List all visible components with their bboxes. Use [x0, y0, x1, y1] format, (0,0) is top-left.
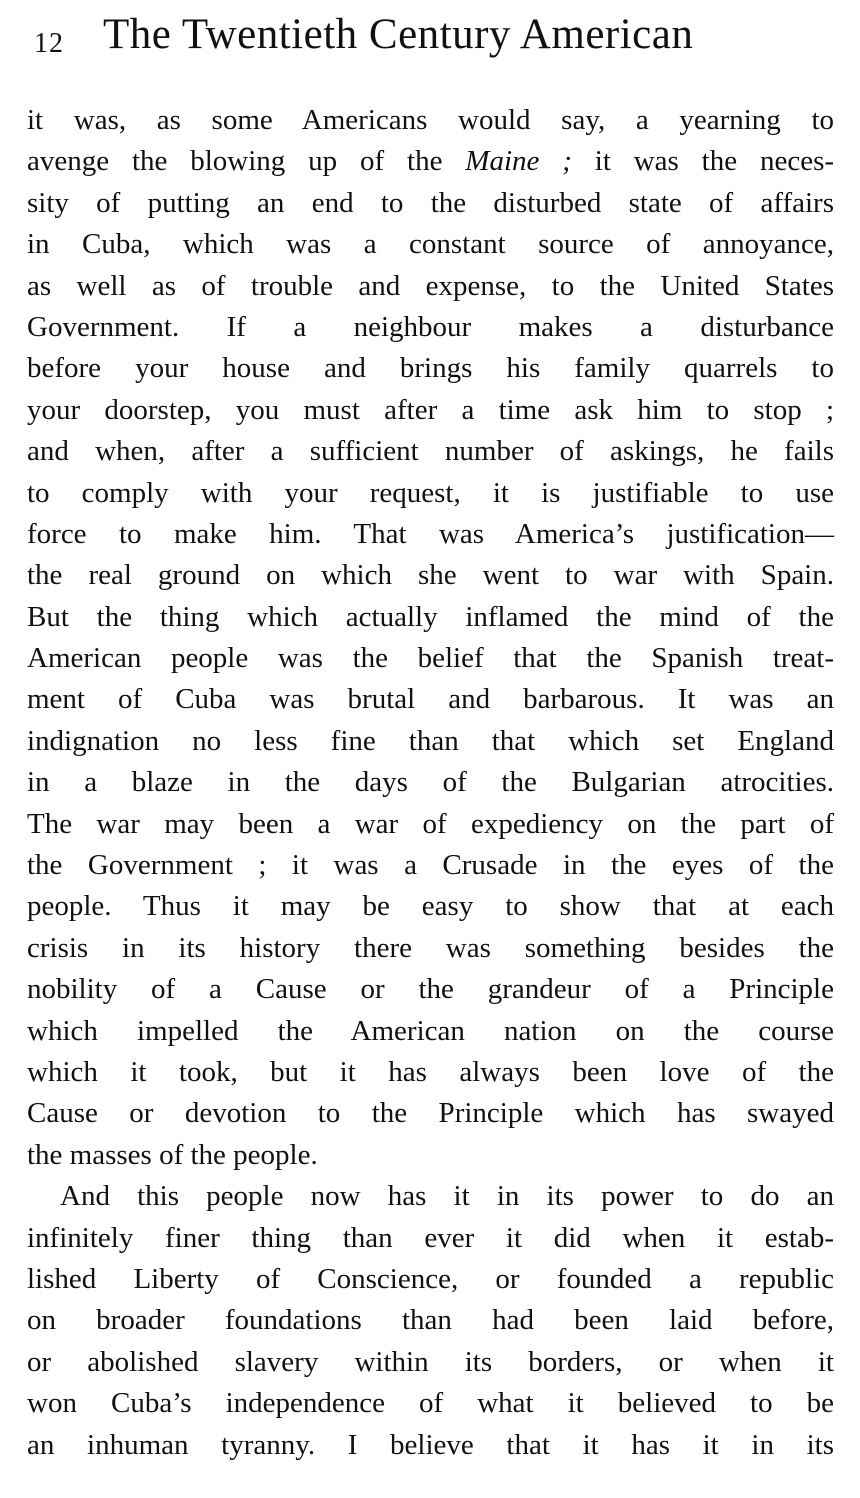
text-line: But the thing which actually inflamed the mind of the	[27, 600, 834, 633]
text-line: it was, as some Americans would say, a yearning to	[27, 104, 834, 136]
text-line: or abolished slavery within its borders, or when it	[27, 1345, 834, 1378]
text-line: sity of putting an end to the disturbed state of affairs	[27, 186, 834, 219]
text-line: nobility of a Cause or the grandeur of a Principle	[27, 973, 834, 1006]
text-line: and when, after a sufficient number of askings, he fails	[27, 435, 834, 468]
body-text	[27, 100, 834, 1466]
paragraph	[27, 1176, 834, 1466]
text-line: The war may been a war of expediency on the part of	[27, 807, 834, 840]
text-line: which it took, but it has always been love of the	[27, 1055, 834, 1088]
text-line: force to make him. That was America’s justification—	[27, 517, 834, 550]
running-title: The Twentieth Century American	[103, 11, 694, 58]
running-header	[0, 10, 860, 80]
text-line: the masses of the people.	[27, 1138, 318, 1171]
text-line: Government. If a neighbour makes a disturbance	[27, 310, 834, 343]
text-line: infinitely finer thing than ever it did when it estab-	[27, 1221, 834, 1254]
text-line: your doorstep, you must after a time ask him to stop ;	[27, 393, 834, 426]
text-line: Cause or devotion to the Principle which has swayed	[27, 1097, 834, 1130]
text-line: the real ground on which she went to war with Spain.	[27, 559, 834, 592]
text-line: people. Thus it may be easy to show that at each	[27, 890, 834, 923]
text-line: as well as of trouble and expense, to the United States	[27, 269, 834, 302]
text-line: in a blaze in the days of the Bulgarian atrocities.	[27, 766, 834, 799]
text-line: on broader foundations than had been laid before,	[27, 1304, 834, 1337]
text-line: lished Liberty of Conscience, or founded a republic	[27, 1262, 834, 1295]
ship-name-maine: Maine ;	[465, 145, 572, 178]
page-number: 12	[34, 28, 64, 59]
text-line: American people was the belief that the Spanish treat-	[27, 642, 834, 675]
text-line: avenge the blowing up of the Maine ; it was the neces-	[27, 145, 835, 178]
text-line: in Cuba, which was a constant source of annoyance,	[27, 228, 834, 261]
text-line: which impelled the American nation on the course	[27, 1014, 834, 1047]
text-line: ment of Cuba was brutal and barbarous. It was an	[27, 683, 834, 716]
text-line: an inhuman tyranny. I believe that it has it in its	[27, 1428, 834, 1461]
paragraph	[27, 100, 834, 1176]
text-line: to comply with your request, it is justifiable to use	[27, 476, 834, 509]
text-line: indignation no less fine than that which set England	[27, 724, 834, 757]
text-line: won Cuba’s independence of what it believed to be	[27, 1387, 834, 1420]
text-line: the Government ; it was a Crusade in the eyes of the	[27, 849, 834, 882]
text-line: crisis in its history there was something besides the	[27, 931, 834, 964]
text-line: And this people now has it in its power to do an	[60, 1180, 834, 1213]
text-line: before your house and brings his family quarrels to	[27, 352, 834, 385]
